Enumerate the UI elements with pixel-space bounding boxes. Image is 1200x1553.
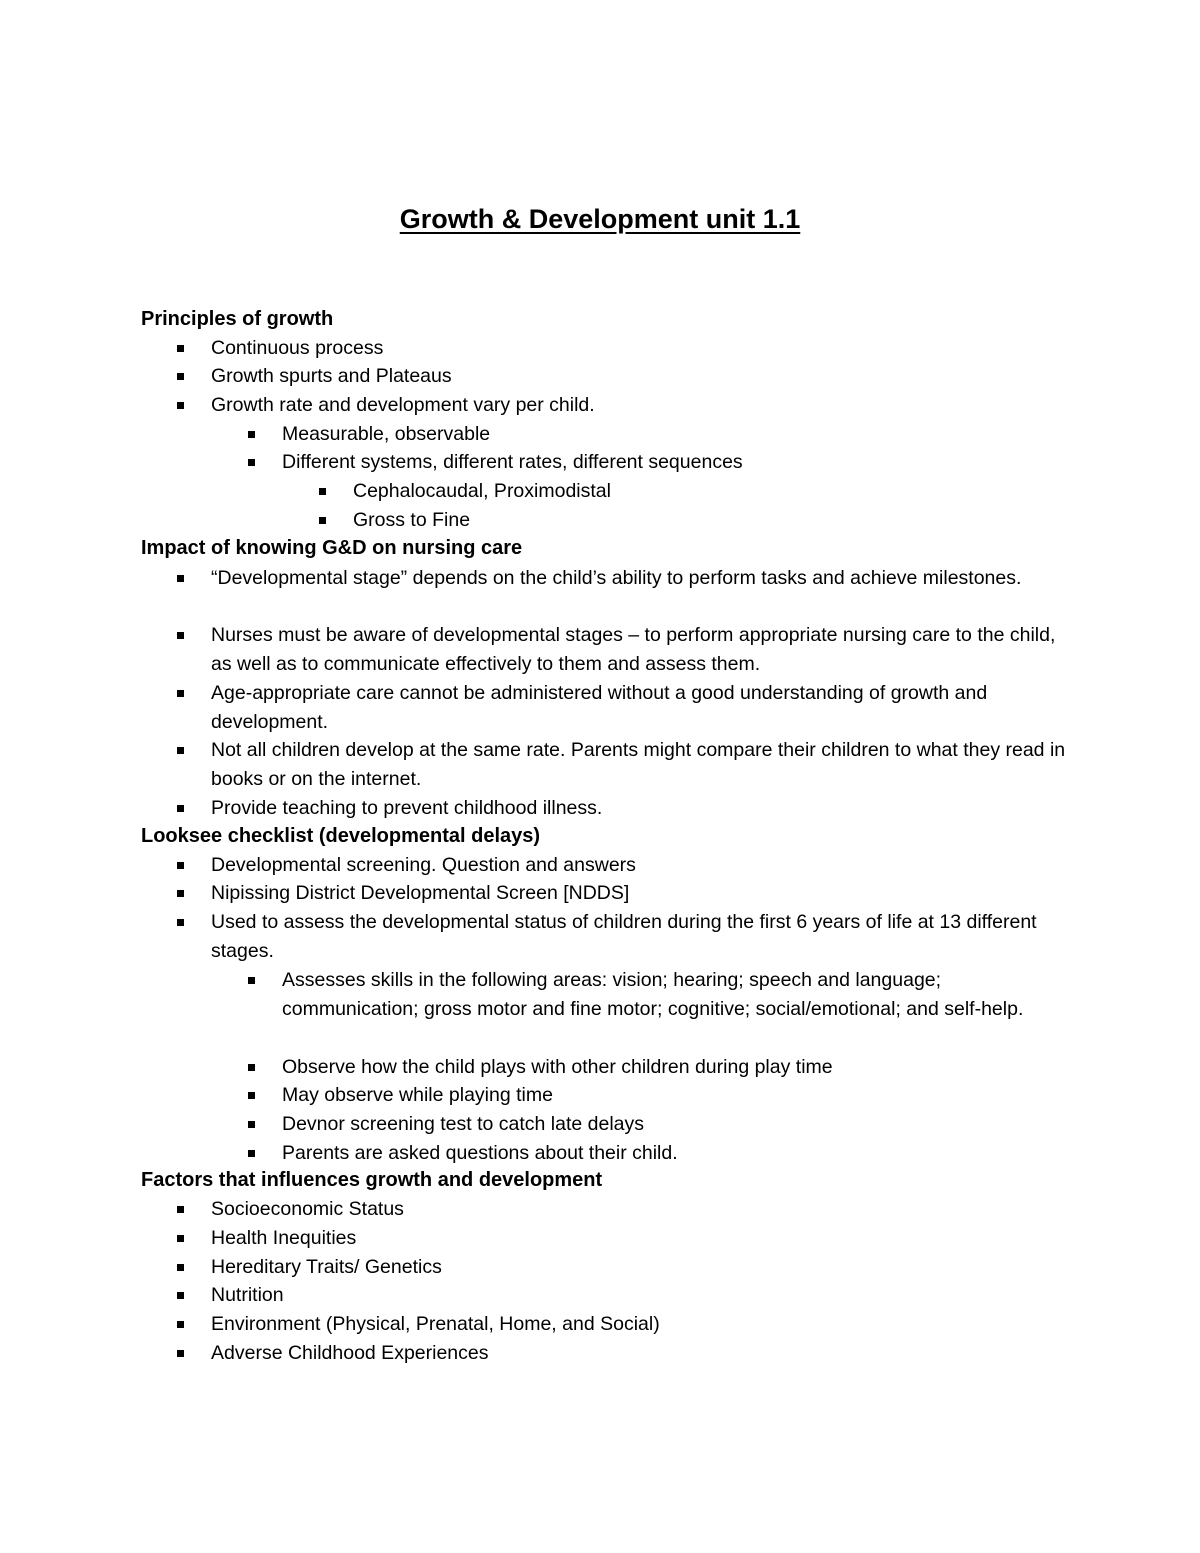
list-item: Not all children develop at the same rate. Parents might compare their children to what they read in books or on the internet. — [211, 736, 1071, 793]
square-bullet-icon — [177, 632, 184, 639]
list-item: May observe while playing time — [282, 1081, 1072, 1110]
square-bullet-icon — [248, 1092, 255, 1099]
list-item: Developmental screening. Question and answers — [211, 851, 1071, 880]
list-item: Continuous process — [211, 334, 1071, 363]
square-bullet-icon — [177, 1264, 184, 1271]
square-bullet-icon — [248, 431, 255, 438]
list-item: “Developmental stage” depends on the child’s ability to perform tasks and achieve milestones. — [211, 564, 1071, 593]
square-bullet-icon — [177, 890, 184, 897]
square-bullet-icon — [177, 373, 184, 380]
document-title: Growth & Development unit 1.1 — [399, 204, 801, 234]
list-item: Adverse Childhood Experiences — [211, 1339, 1071, 1368]
list-item: Hereditary Traits/ Genetics — [211, 1253, 1071, 1282]
square-bullet-icon — [177, 575, 184, 582]
list-item: Growth rate and development vary per child. — [211, 391, 1071, 420]
list-item: Nurses must be aware of developmental stages – to perform appropriate nursing care to the child, as well as to communicate effectively to them and assess them. — [211, 621, 1071, 678]
list-item: Provide teaching to prevent childhood illness. — [211, 794, 1071, 823]
square-bullet-icon — [248, 1064, 255, 1071]
list-item: Different systems, different rates, different sequences — [282, 448, 1072, 477]
section-heading-impact-of-knowing: Impact of knowing G&D on nursing care — [141, 537, 523, 559]
list-item: Measurable, observable — [282, 420, 1072, 449]
square-bullet-icon — [248, 1150, 255, 1157]
square-bullet-icon — [248, 977, 255, 984]
square-bullet-icon — [177, 1235, 184, 1242]
square-bullet-icon — [177, 402, 184, 409]
square-bullet-icon — [248, 1121, 255, 1128]
list-item: Nutrition — [211, 1281, 1071, 1310]
list-item: Environment (Physical, Prenatal, Home, and Social) — [211, 1310, 1071, 1339]
square-bullet-icon — [177, 805, 184, 812]
square-bullet-icon — [177, 747, 184, 754]
list-item: Observe how the child plays with other children during play time — [282, 1053, 1072, 1082]
square-bullet-icon — [177, 1350, 184, 1357]
square-bullet-icon — [177, 1321, 184, 1328]
list-item: Socioeconomic Status — [211, 1195, 1071, 1224]
section-heading-looksee-checklist: Looksee checklist (developmental delays) — [141, 825, 541, 847]
list-item: Used to assess the developmental status of children during the first 6 years of life at 13 different stages. — [211, 908, 1071, 965]
square-bullet-icon — [177, 919, 184, 926]
list-item: Assesses skills in the following areas: vision; hearing; speech and language; communication; gross motor and fine motor; cognitive; social/emotional; and self-help. — [282, 966, 1072, 1023]
square-bullet-icon — [319, 488, 326, 495]
list-item: Devnor screening test to catch late delays — [282, 1110, 1072, 1139]
list-item: Gross to Fine — [353, 506, 1073, 535]
list-item: Nipissing District Developmental Screen [NDDS] — [211, 879, 1071, 908]
square-bullet-icon — [177, 1206, 184, 1213]
list-item: Growth spurts and Plateaus — [211, 362, 1071, 391]
square-bullet-icon — [319, 517, 326, 524]
square-bullet-icon — [177, 345, 184, 352]
list-item: Cephalocaudal, Proximodistal — [353, 477, 1073, 506]
square-bullet-icon — [177, 862, 184, 869]
list-item: Age-appropriate care cannot be administered without a good understanding of growth and development. — [211, 679, 1071, 736]
square-bullet-icon — [177, 1292, 184, 1299]
list-item: Health Inequities — [211, 1224, 1071, 1253]
section-heading-factors: Factors that influences growth and development — [141, 1169, 603, 1191]
square-bullet-icon — [177, 690, 184, 697]
list-item: Parents are asked questions about their child. — [282, 1139, 1072, 1168]
square-bullet-icon — [248, 459, 255, 466]
section-heading-principles-of-growth: Principles of growth — [141, 308, 334, 330]
